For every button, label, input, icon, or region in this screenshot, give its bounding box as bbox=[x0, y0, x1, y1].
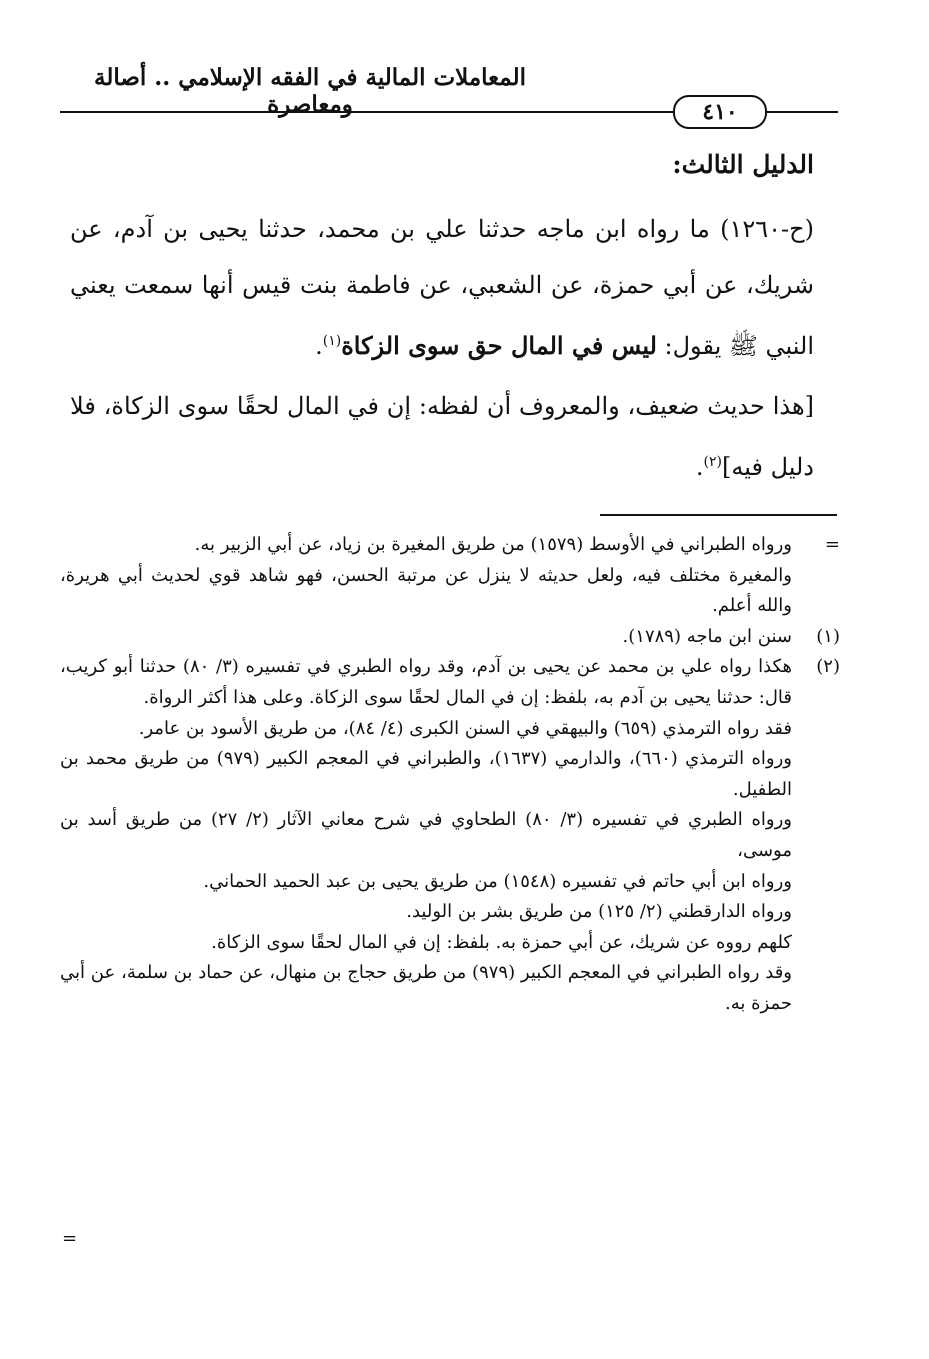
footnote-continuation-text-1: ورواه الطبراني في الأوسط (١٥٧٩) من طريق المغيرة بن زياد، عن أبي الزبير به. bbox=[194, 534, 792, 555]
footnote-2-marker: (٢) bbox=[816, 656, 840, 678]
hadith-paragraph bbox=[70, 201, 814, 374]
main-text bbox=[70, 150, 814, 495]
footnote-continuation-2 bbox=[60, 561, 836, 622]
footnote-2-text-6: ورواه الدارقطني (٢/ ١٢٥) من طريق بشر بن الوليد. bbox=[406, 901, 792, 923]
continued-marker: = bbox=[62, 1228, 78, 1249]
footnotes bbox=[60, 530, 840, 1020]
footnote-1-text: سنن ابن ماجه (١٧٨٩). bbox=[622, 625, 792, 647]
footnote-2-line-2 bbox=[60, 714, 836, 745]
footnote-2-line-3 bbox=[60, 744, 836, 805]
running-header-title: المعاملات المالية في الفقه الإسلامي .. أصالة ومعاصرة bbox=[94, 64, 526, 118]
page-number: ٤١٠ bbox=[673, 95, 767, 129]
footnote-1-marker: (١) bbox=[816, 625, 840, 647]
footnote-2-line-7 bbox=[60, 928, 836, 959]
header-rule-left bbox=[60, 111, 674, 113]
comment-paragraph bbox=[70, 378, 814, 495]
footnote-2-line-4 bbox=[60, 805, 836, 866]
footnote-2-text-3: ورواه الترمذي (٦٦٠)، والدارمي (١٦٣٧)، والطبراني في المعجم الكبير (٩٧٩) من طريق محمد بن الطفيل. bbox=[60, 748, 792, 800]
footnote-ref-1: (١) bbox=[322, 333, 342, 349]
footnote-2-text-1: هكذا رواه علي بن محمد عن يحيى بن آدم، وقد رواه الطبري في تفسيره (٣/ ٨٠) حدثنا أبو كريب، قال: حدثنا يحيى بن آدم به، بلفظ: إن في المال لحقًا سوى الزكاة. وعلى هذا أكثر الرواة. bbox=[60, 656, 792, 708]
footnote-continuation-text-2: والمغيرة مختلف فيه، ولعل حديثه لا ينزل عن مرتبة الحسن، فهو شاهد قوي لحديث أبي هريرة، والله أعلم. bbox=[60, 564, 792, 617]
footnote-2-text-8: وقد رواه الطبراني في المعجم الكبير (٩٧٩) من طريق حجاج بن منهال، عن حماد بن سلمة، عن أبي حمزة به. bbox=[60, 962, 792, 1014]
footnote-continuation-1 bbox=[60, 530, 840, 561]
footnote-2-text-7: كلهم رووه عن شريك، عن أبي حمزة به. بلفظ: إن في المال لحقًا سوى الزكاة. bbox=[211, 931, 792, 953]
footnote-1 bbox=[60, 622, 840, 653]
continuation-marker: = bbox=[824, 534, 840, 555]
comment-text: [هذا حديث ضعيف، والمعروف أن لفظه: إن في المال لحقًا سوى الزكاة، فلا دليل فيه] bbox=[70, 392, 814, 481]
footnote-2-text-5: ورواه ابن أبي حاتم في تفسيره (١٥٤٨) من طريق يحيى بن عبد الحميد الحماني. bbox=[203, 870, 792, 892]
footnote-2-line-5 bbox=[60, 867, 836, 898]
footnote-2-line-8 bbox=[60, 958, 836, 1019]
footnote-2-line-1 bbox=[60, 652, 840, 713]
hadith-quote: ليس في المال حق سوى الزكاة bbox=[341, 331, 657, 360]
section-title: الدليل الثالث: bbox=[672, 150, 814, 179]
footnote-2-text-4: ورواه الطبري في تفسيره (٣/ ٨٠) الطحاوي في شرح معاني الآثار (٢/ ٢٧) من طريق أسد بن موسى، bbox=[60, 809, 792, 861]
footnote-ref-2: (٢) bbox=[703, 454, 722, 470]
hadith-text: (ح-١٢٦٠) ما رواه ابن ماجه حدثنا علي بن محمد، حدثنا يحيى بن آدم، عن شريك، عن أبي حمزة، عن الشعبي، عن فاطمة بنت قيس أنها سمعت يعني النبي ﷺ يقول: bbox=[70, 215, 814, 360]
comment-end: . bbox=[695, 453, 704, 481]
hadith-end: . bbox=[315, 332, 323, 360]
footnote-2-text-2: فقد رواه الترمذي (٦٥٩) والبيهقي في السنن الكبرى (٤/ ٨٤)، من طريق الأسود بن عامر. bbox=[138, 717, 792, 739]
footnote-2-line-6 bbox=[60, 897, 836, 928]
header-rule-right bbox=[766, 111, 838, 113]
footnote-separator bbox=[600, 514, 837, 516]
